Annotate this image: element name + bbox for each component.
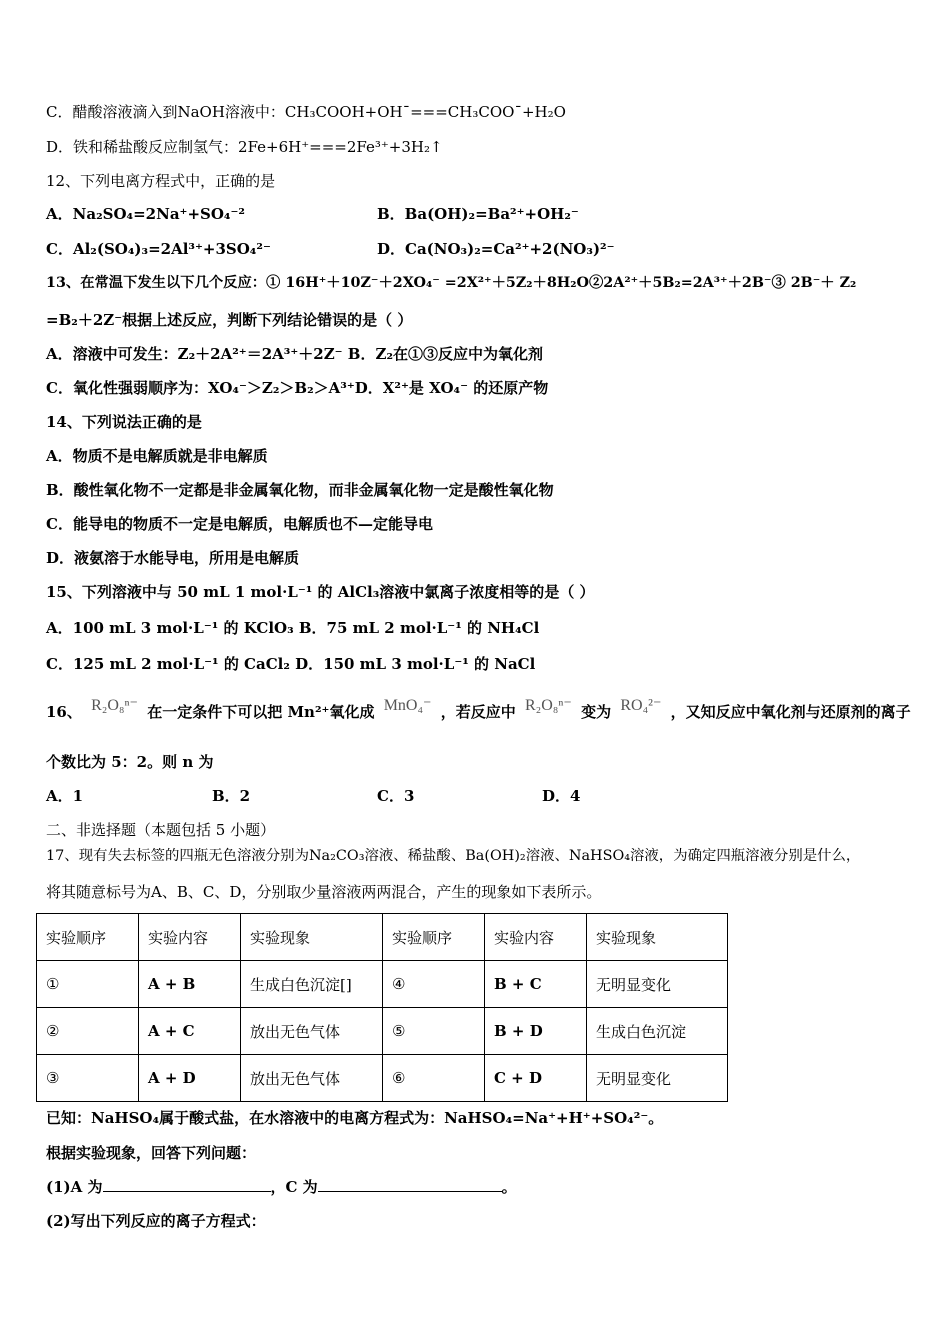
formula-r2o8-image-2: R₂O₈ⁿ⁻ xyxy=(524,697,572,714)
q11-option-c: C．醋酸溶液滴入到NaOH溶液中：CH₃COOH+OH¯===CH₃COO¯+H₂O xyxy=(46,103,566,121)
q14-option-c: C．能导电的物质不一定是电解质，电解质也不—定能导电 xyxy=(46,515,433,533)
q16-option-c: C．3 xyxy=(377,787,415,805)
formula-mno4-image: MnO₄⁻ xyxy=(383,697,432,714)
table-cell: A + C xyxy=(139,1008,241,1055)
q16-text-3: 变为 xyxy=(581,703,612,721)
table-header-cell: 实验顺序 xyxy=(37,914,139,961)
q12-option-d: D．Ca(NO₃)₂=Ca²⁺+2(NO₃)²⁻ xyxy=(377,240,615,258)
table-cell: A + D xyxy=(139,1055,241,1102)
q17-part2: (2)写出下列反应的离子方程式： xyxy=(46,1212,266,1230)
formula-ro4-image: RO₄²⁻ xyxy=(620,697,662,714)
q12-option-a: A．Na₂SO₄=2Na⁺+SO₄⁻² xyxy=(46,205,245,223)
q17-instruction: 根据实验现象，回答下列问题： xyxy=(46,1144,257,1162)
q11-option-d: D．铁和稀盐酸反应制氢气：2Fe+6H⁺===2Fe³⁺+3H₂↑ xyxy=(46,138,443,156)
table-header-cell: 实验内容 xyxy=(139,914,241,961)
q17-known-note: 已知：NaHSO₄属于酸式盐，在水溶液中的电离方程式为：NaHSO₄=Na⁺+H⁺+SO₄²⁻。 xyxy=(46,1109,664,1127)
table-cell: C + D xyxy=(485,1055,587,1102)
q16-option-a: A．1 xyxy=(46,787,84,805)
table-row xyxy=(37,1055,728,1102)
q13-stem-line2: =B₂＋2Z⁻根据上述反应，判断下列结论错误的是（ ） xyxy=(46,311,413,329)
q12-option-b: B．Ba(OH)₂=Ba²⁺+OH₂⁻ xyxy=(377,205,579,223)
q14-option-d: D．液氨溶于水能导电，所用是电解质 xyxy=(46,549,300,567)
table-cell: ② xyxy=(37,1008,139,1055)
table-cell: ③ xyxy=(37,1055,139,1102)
table-cell: ④ xyxy=(383,961,485,1008)
table-header-cell: 实验现象 xyxy=(241,914,383,961)
table-header-row xyxy=(37,914,728,961)
q15-stem: 15、下列溶液中与 50 mL 1 mol·L⁻¹ 的 AlCl₃溶液中氯离子浓度相等的是（ ） xyxy=(46,583,595,601)
table-row xyxy=(37,961,728,1008)
q15-options-cd: C．125 mL 2 mol·L⁻¹ 的 CaCl₂ D．150 mL 3 mol·L⁻¹ 的 NaCl xyxy=(46,655,536,673)
table-cell: A + B xyxy=(139,961,241,1008)
q15-options-ab: A．100 mL 3 mol·L⁻¹ 的 KClO₃ B．75 mL 2 mol·L⁻¹ 的 NH₄Cl xyxy=(46,619,540,637)
q16-text-4: ，又知反应中氧化剂与还原剂的离子 xyxy=(670,703,911,721)
q17-stem-line2: 将其随意标号为A、B、C、D，分别取少量溶液两两混合，产生的现象如下表所示。 xyxy=(46,883,602,901)
table-cell: ⑥ xyxy=(383,1055,485,1102)
answer-blank-c[interactable] xyxy=(318,1177,502,1192)
table-cell: 生成白色沉淀[] xyxy=(241,961,383,1008)
table-cell: 放出无色气体 xyxy=(241,1055,383,1102)
q12-option-c: C．Al₂(SO₄)₃=2Al³⁺+3SO₄²⁻ xyxy=(46,240,271,258)
q16-stem-line2: 个数比为 5：2。则 n 为 xyxy=(46,753,214,771)
q12-stem: 12、下列电离方程式中，正确的是 xyxy=(46,172,276,190)
table-header-cell: 实验顺序 xyxy=(383,914,485,961)
q17-part1-label-c: ，C 为 xyxy=(270,1178,318,1196)
table-header-cell: 实验内容 xyxy=(485,914,587,961)
table-cell: 无明显变化 xyxy=(587,961,728,1008)
experiment-table xyxy=(36,913,728,1102)
table-cell: B + C xyxy=(485,961,587,1008)
table-cell: 生成白色沉淀 xyxy=(587,1008,728,1055)
q17-part1-end: 。 xyxy=(501,1178,517,1196)
q16-text-1: 在一定条件下可以把 Mn²⁺氧化成 xyxy=(147,703,375,721)
table-cell: 无明显变化 xyxy=(587,1055,728,1102)
q16-number: 16、 xyxy=(46,703,82,721)
q13-options-cd: C．氧化性强弱顺序为：XO₄⁻＞Z₂＞B₂＞A³⁺D．X²⁺是 XO₄⁻ 的还原产物 xyxy=(46,379,549,397)
q13-stem-line1: 13、在常温下发生以下几个反应：① 16H⁺＋10Z⁻＋2XO₄⁻ =2X²⁺＋5Z₂＋8H₂O②2A²⁺＋5B₂=2A³⁺＋2B⁻③ 2B⁻＋ Z₂ xyxy=(46,275,857,291)
q17-part1 xyxy=(46,1177,517,1197)
q16-text-2: ，若反应中 xyxy=(440,703,516,721)
q17-stem-line1: 17、现有失去标签的四瓶无色溶液分别为Na₂CO₃溶液、稀盐酸、Ba(OH)₂溶液、NaHSO₄溶液，为确定四瓶溶液分别是什么， xyxy=(46,848,861,864)
table-cell: 放出无色气体 xyxy=(241,1008,383,1055)
table-cell: ① xyxy=(37,961,139,1008)
table-header-cell: 实验现象 xyxy=(587,914,728,961)
section-2-heading: 二、非选择题（本题包括 5 小题） xyxy=(46,821,276,839)
table-cell: B + D xyxy=(485,1008,587,1055)
q14-option-b: B．酸性氧化物不一定都是非金属氧化物，而非金属氧化物一定是酸性氧化物 xyxy=(46,481,554,499)
q16-option-b: B．2 xyxy=(212,787,251,805)
q13-options-ab: A．溶液中可发生：Z₂＋2A²⁺＝2A³⁺＋2Z⁻ B．Z₂在①③反应中为氧化剂 xyxy=(46,345,544,363)
table-row xyxy=(37,1008,728,1055)
q14-stem: 14、下列说法正确的是 xyxy=(46,413,202,431)
q16-option-d: D．4 xyxy=(542,787,581,805)
q17-part1-label-a: (1)A 为 xyxy=(46,1178,103,1196)
q14-option-a: A．物质不是电解质就是非电解质 xyxy=(46,447,268,465)
q16-stem-line1 xyxy=(46,697,911,722)
formula-r2o8-image: R₂O₈ⁿ⁻ xyxy=(91,697,138,714)
answer-blank-a[interactable] xyxy=(103,1177,271,1192)
table-cell: ⑤ xyxy=(383,1008,485,1055)
